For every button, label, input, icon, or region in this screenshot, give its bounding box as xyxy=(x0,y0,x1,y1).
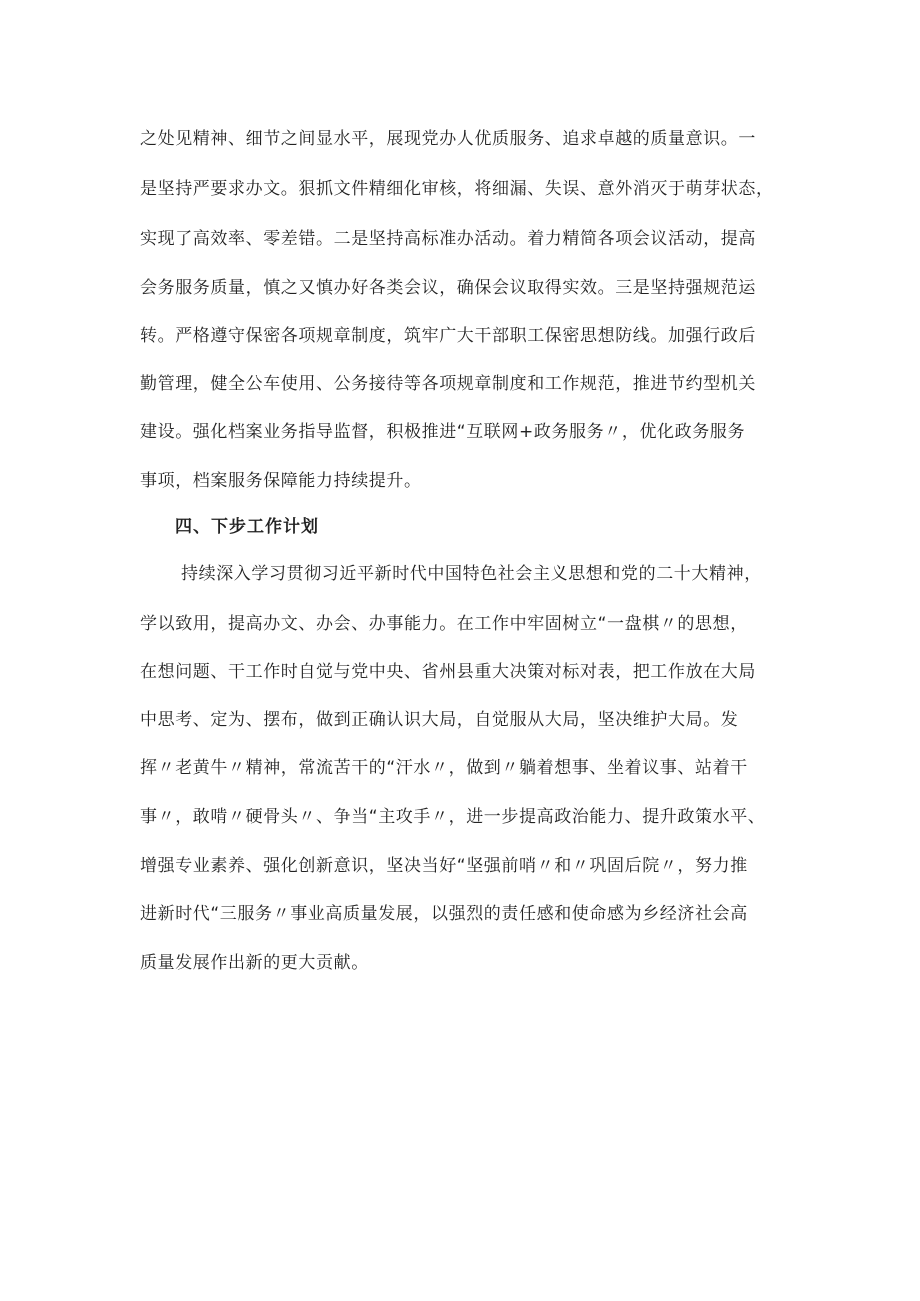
text-line: 中思考、定为、摆布，做到正确认识大局，自觉服从大局，坚决维护大局。发 xyxy=(140,710,739,730)
text-line: 会务服务质量，慎之又慎办好各类会议，确保会议取得实效。三是坚持强规范运 xyxy=(140,278,756,298)
text-line: 勤管理，健全公车使用、公务接待等各项规章制度和工作规范，推进节约型机关 xyxy=(140,374,756,394)
text-line: 学以致用，提高办文、办会、办事能力。在工作中牢固树立“一盘棋〃的思想， xyxy=(140,614,748,634)
text-line: 之处见精神、细节之间显水平，展现党办人优质服务、追求卓越的质量意识。一 xyxy=(140,129,756,149)
text-line: 实现了高效率、零差错。二是坚持高标准办活动。着力精简各项会议活动，提高 xyxy=(140,229,756,249)
text-line: 进新时代“三服务〃事业高质量发展，以强烈的责任感和使命感为乡经济社会高 xyxy=(140,904,748,924)
text-line: 持续深入学习贯彻习近平新时代中国特色社会主义思想和党的二十大精神， xyxy=(181,564,762,584)
text-line: 事项，档案服务保障能力持续提升。 xyxy=(140,471,422,491)
section-heading: 四、下步工作计划 xyxy=(175,517,319,537)
text-line: 是坚持严要求办文。狠抓文件精细化审核，将细漏、失误、意外消灭于萌芽状态， xyxy=(140,179,774,199)
text-line: 在想问题、干工作时自觉与党中央、省州县重大决策对标对表，把工作放在大局 xyxy=(140,662,756,682)
text-line: 事〃，敢啃〃硬骨头〃、争当“主攻手〃，进一步提高政治能力、提升政策水平、 xyxy=(140,807,766,827)
text-line: 建设。强化档案业务指导监督，积极推进“互联网+政务服务〃，优化政务服务 xyxy=(140,422,746,442)
text-line: 质量发展作出新的更大贡献。 xyxy=(140,953,369,973)
text-line: 增强专业素养、强化创新意识，坚决当好“坚强前哨〃和〃巩固后院〃，努力推 xyxy=(140,856,748,876)
text-line: 挥〃老黄牛〃精神，常流苦干的“汗水〃，做到〃躺着想事、坐着议事、站着干 xyxy=(140,758,748,778)
text-line: 转。严格遵守保密各项规章制度，筑牢广大干部职工保密思想防线。加强行政后 xyxy=(140,326,756,346)
